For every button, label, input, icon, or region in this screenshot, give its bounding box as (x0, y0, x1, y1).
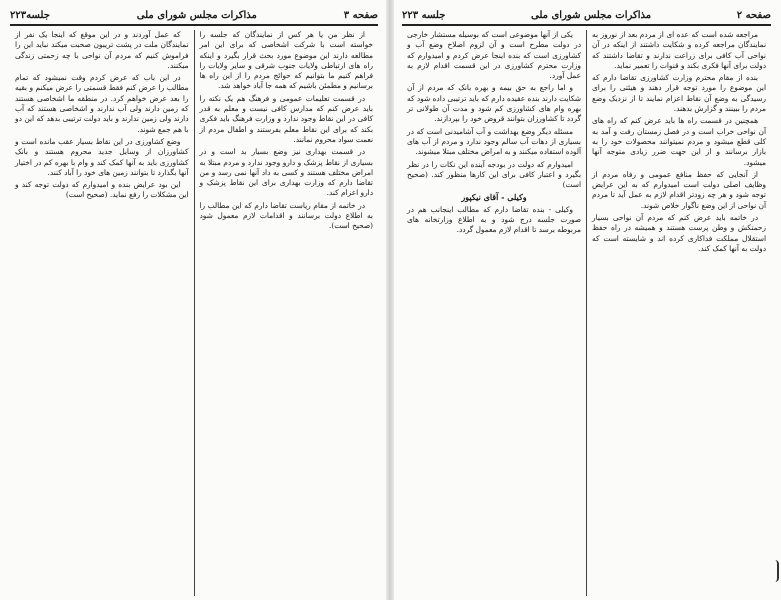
paragraph: مسئله دیگر وضع بهداشت و آب آشامیدنی است که در بسیاری از دهات آب سالم وجود ندارد و مردم از آب های آلوده استفاده میکنند و به امراض مختلف مبتلا میشوند. (407, 126, 581, 157)
right-page-title: مذاکرات مجلس شورای ملی (531, 9, 652, 21)
left-page-title: مذاکرات مجلس شورای ملی (136, 9, 257, 21)
paragraph: مراجعه شده است که عده ای از مردم بعد از نوروز به نمایندگان مراجعه کرده و شکایت داشتند از اینکه در آن نواحی آب کافی برای زراعت ندارند و تقاضا داشتند که دولت برای آنها فکری بکند و قنوات را تعمیر نماید. (592, 30, 766, 70)
page-edge-mark (769, 560, 779, 582)
left-page-session: جلسه۲۲۳ (10, 9, 50, 21)
paragraph: در خاتمه از مقام ریاست تقاضا دارم که این مطالب را به اطلاع دولت برسانند و اقدامات لازم معمول شود (صحیح است). (199, 200, 373, 231)
paragraph: در خاتمه باید عرض کنم که مردم آن نواحی بسیار زحمتکش و وطن پرست هستند و همیشه در راه حفظ استقلال مملکت فداکاری کرده اند و شایسته است که دولت به آنها کمک کند. (592, 213, 766, 253)
column-divider (194, 30, 195, 596)
paragraph: امیدوارم که دولت در بودجه آینده این نکات را در نظر بگیرد و اعتبار کافی برای این کارها منظور کند. (صحیح است) (407, 159, 581, 190)
right-page (392, 0, 781, 600)
paragraph: بنده از مقام محترم وزارت کشاورزی تقاضا دارم که این موضوع را مورد توجه قرار دهند و هیئتی را برای رسیدگی به وضع آن نقاط اعزام نمایند تا از نزدیک وضع مردم را ببینند و گزارش بدهند. (592, 73, 766, 114)
paragraph: و اما راجع به حق بیمه و بهره بانک که مردم از آن شکایت دارند بنده عقیده دارم که باید ترتیبی داده شود که بهره وام های کشاورزی کم شود و مدت آن طولانی تر گردد تا کشاورزان بتوانند قروض خود را بپردازند. (407, 83, 581, 124)
paragraph: یکی از آنها موضوعی است که بوسیله مستشار خارجی در دولت مطرح است و آن لزوم اصلاح وضع آب و کشاورزی است که بنده اینجا عرض کردم و امیدوارم که وزارت محترم کشاورزی در این قسمت اقدام لازم به عمل آورد. (407, 30, 581, 81)
right-page-right-column (587, 30, 771, 598)
paragraph: وضع کشاورزی در این نقاط بسیار عقب مانده است و کشاورزان از وسایل جدید محروم هستند و بانک کشاورزی باید به آنها کمک کند و وام با بهره کم در اختیار آنها بگذارد تا بتوانند زمین های خود را آباد کنند. (15, 136, 189, 177)
left-page-header (10, 6, 378, 26)
right-page-number: صفحه ۲ (736, 9, 771, 21)
paragraph: این بود عرایض بنده و امیدوارم که دولت توجه کند و این مشکلات را رفع نماید. (صحیح است) (15, 180, 189, 200)
right-page-header (402, 6, 771, 26)
left-page (0, 0, 388, 600)
right-page-session: جلسه ۲۲۳ (402, 9, 446, 21)
left-page-left-column (10, 30, 194, 598)
paragraph: در این باب که عرض کردم وقت نمیشود که تمام مطالب را عرض کنم فقط قسمتی را عرض میکنم و بقیه را بعد عرض خواهم کرد. در منطقه ما اشخاصی هستند که زمین دارند ولی آب ندارند و اشخاصی هستند که آب دارند ولی زمین ندارند و باید دولت ترتیبی بدهد که این دو با هم جمع شوند. (15, 73, 189, 134)
left-page-columns (10, 30, 378, 598)
right-page-columns (402, 30, 771, 598)
paragraph: وکیلی - بنده تقاضا دارم که مطالب اینجانب هم در صورت جلسه درج شود و به اطلاع وزارتخانه های مربوطه برسد تا اقدام لازم معمول گردد. (407, 204, 581, 235)
left-page-number: صفحه ۳ (343, 9, 378, 21)
paragraph: در قسمت بهداری نیز وضع بسیار بد است و در بسیاری از نقاط پزشک و دارو وجود ندارد و مردم مبتلا به امراض مختلف هستند و کسی به داد آنها نمی رسد و من تقاضا دارم که وزارت بهداری برای این نقاط پزشک و دارو اعزام کند. (199, 147, 373, 198)
paragraph: در قسمت تعلیمات عمومی و فرهنگ هم یک نکته را باید عرض کنم که مدارس کافی نیست و معلم به قدر کافی در این نقاط وجود ندارد و وزارت فرهنگ باید فکری بکند که برای این نقاط معلم بفرستند و اطفال مردم از نعمت سواد محروم نمانند. (199, 93, 373, 144)
right-page-left-column (402, 30, 586, 598)
paragraph: همچنین در قسمت راه ها باید عرض کنم که راه های آن نواحی خراب است و در فصل زمستان رفت و آمد به کلی قطع میشود و مردم نمیتوانند محصولات خود را به بازار برسانند و از این جهت ضرر زیادی متوجه آنها میشود. (592, 116, 766, 167)
section-heading: وکیلی - آقای نیکپور (461, 192, 527, 203)
left-page-right-column (195, 30, 379, 598)
paragraph: که عمل آوردند و در این موقع که اینجا یک نفر از نمایندگان ملت در پشت تریبون صحبت میکند نباید این را فراموش کنیم که مردم آن نواحی با چه زحمتی زندگی میکنند. (15, 30, 189, 70)
paragraph: از آنجایی که حفظ منافع عمومی و رفاه مردم از وظایف اصلی دولت است امیدوارم که به این عرایض توجه شود و هر چه زودتر اقدام لازم به عمل آید تا مردم آن نواحی از این وضع ناگوار خلاص شوند. (592, 169, 766, 210)
paragraph: از نظر من یا هر کس از نمایندگان که جلسه را خواسته است با شرکت اشخاصی که برای این امر مطالعه دارند این موضوع مورد بحث قرار بگیرد و اینکه راه های ارتباطی ولایات جنوب شرقی و سایر ولایات را فراهم کنیم ما بتوانیم که حوائج مردم را از این راه ها برسانیم و مطمئن باشیم که همه جا آباد خواهد شد. (199, 30, 373, 91)
column-divider (586, 30, 587, 596)
